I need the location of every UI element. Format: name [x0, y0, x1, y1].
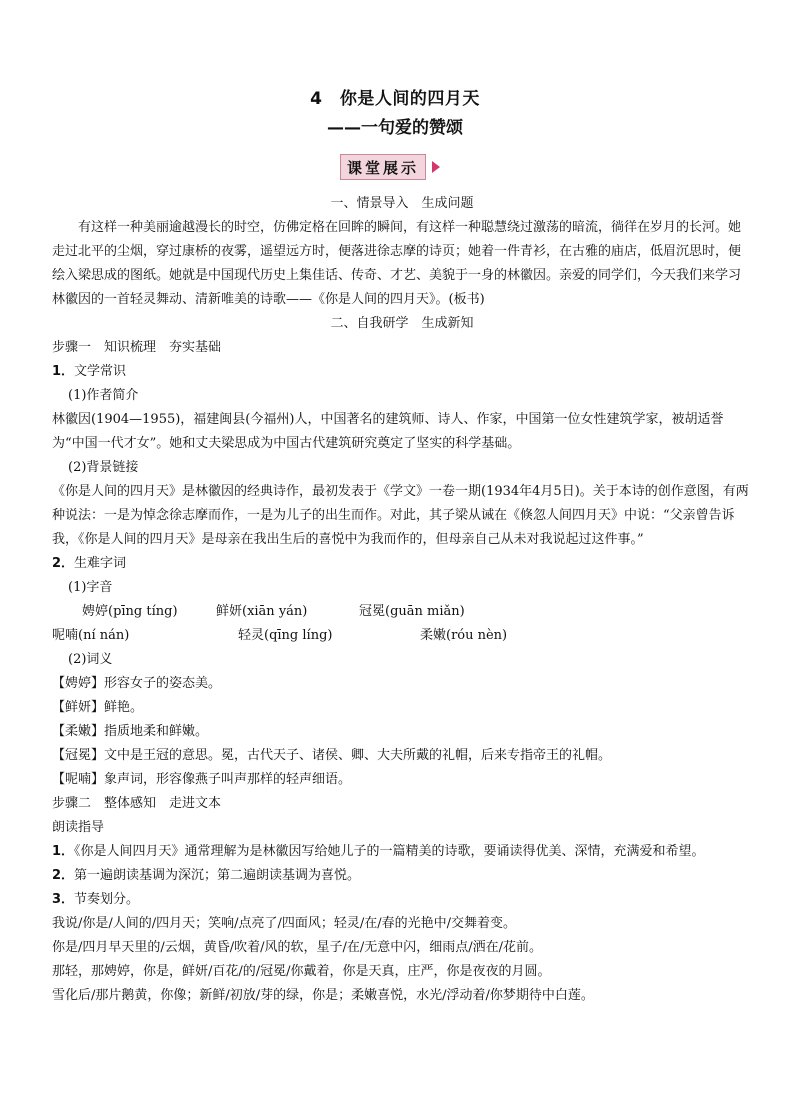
rhythm-line: 我说/你是/人间的/四月天；笑响/点亮了/四面风；轻灵/在/春的光艳中/交舞着变。 [52, 916, 517, 931]
section-heading-1: 一、情景导入 生成问题 [330, 196, 474, 211]
banner-label: 课堂展示 [340, 154, 426, 180]
guide-item [52, 864, 752, 888]
words-title: 生难字词 [74, 556, 127, 571]
background-paragraph: 《你是人间的四月天》是林徽因的经典诗作，最初发表于《学文》一卷一期(1934年4月5日)。关于本诗的创作意图，有两种说法：一是为悼念徐志摩而作，一是为儿子的出生而作。对此，其子梁从诫在《倏忽人间四月天》中说：“父亲曾告诉我，《你是人间的四月天》是母亲在我出生后的喜悦中为我而作的，但母亲自己从未对我说起过这件事。” [52, 484, 749, 547]
item-number: 2． [52, 868, 75, 883]
pron-item: 娉婷(pīng tíng) [82, 604, 178, 619]
item-number: 1． [52, 364, 75, 379]
pronunciation-row [52, 600, 752, 624]
rhythm-line: 雪化后/那片鹅黄，你像；新鲜/初放/芽的绿，你是；柔嫩喜悦，水光/浮动着/你梦期待中白莲。 [52, 988, 594, 1003]
rhythm-line: 你是/四月早天里的/云烟，黄昏/吹着/风的软，星子/在/无意中闪，细雨点/洒在/花前。 [52, 940, 543, 955]
lesson-content [52, 192, 752, 1008]
intro-paragraph: 有这样一种美丽逾越漫长的时空，仿佛定格在回眸的瞬间，有这样一种聪慧绕过激荡的暗流，徜徉在岁月的长河。她走过北平的尘烟，穿过康桥的夜雾，遥望远方时，便落进徐志摩的诗页；她着一件青衫，在古雅的庙店，低眉沉思时，便绘入梁思成的图纸。她就是中国现代历史上集佳话、传奇、才艺、美貌于一身的林徽因。亲爱的同学们，今天我们来学习林徽因的一首轻灵舞动、清新唯美的诗歌——《你是人间的四月天》。(板书) [52, 220, 742, 307]
author-heading: (1)作者简介 [68, 388, 139, 403]
section-heading-2: 二、自我研学 生成新知 [330, 316, 474, 331]
step-one-heading: 步骤一 知识梳理 夯实基础 [52, 340, 222, 355]
words-heading [52, 552, 752, 576]
item-number: 1． [52, 844, 75, 859]
guide-item [52, 888, 752, 912]
reading-guide-heading: 朗读指导 [52, 820, 105, 835]
literature-heading [52, 360, 752, 384]
guide-text: 《你是人间四月天》通常理解为是林徽因写给她儿子的一篇精美的诗歌，要诵读得优美、深情，充满爱和希望。 [74, 844, 705, 859]
meaning-item: 【呢喃】象声词，形容像燕子叫声那样的轻声细语。 [52, 772, 352, 787]
meaning-item: 【鲜妍】鲜艳。 [52, 700, 144, 715]
pron-item: 柔嫩(róu nèn) [420, 628, 508, 643]
pron-item: 冠冕(guān miǎn) [359, 604, 465, 619]
play-arrow-icon [432, 161, 440, 173]
lesson-subtitle: ——一句爱的赞颂 [327, 118, 463, 138]
meaning-item: 【冠冕】文中是王冠的意思。冕，古代天子、诸侯、卿、大夫所戴的礼帽，后来专指帝王的礼帽。 [52, 748, 612, 763]
guide-text: 第一遍朗读基调为深沉；第二遍朗读基调为喜悦。 [74, 868, 361, 883]
rhythm-line: 那轻，那娉婷，你是，鲜妍/百花/的/冠冕/你戴着，你是天真，庄严，你是夜夜的月圆。 [52, 964, 551, 979]
guide-text: 节奏划分。 [74, 892, 140, 907]
lesson-title: 4 你是人间的四月天 [310, 89, 480, 109]
pron-item: 鲜妍(xiān yán) [216, 604, 308, 619]
meaning-item: 【柔嫩】指质地柔和鲜嫩。 [52, 724, 209, 739]
guide-item [52, 840, 752, 864]
pron-item: 呢喃(ní nán) [52, 628, 130, 643]
pron-item: 轻灵(qīng líng) [238, 628, 333, 643]
meaning-heading: (2)词义 [68, 652, 113, 667]
item-number: 3． [52, 892, 75, 907]
author-paragraph: 林徽因(1904—1955)，福建闽县(今福州)人，中国著名的建筑师、诗人、作家，中国第一位女性建筑学家，被胡适誉为“中国一代才女”。她和丈夫梁思成为中国古代建筑研究奠定了坚实的科学基础。 [52, 412, 724, 451]
meaning-item: 【娉婷】形容女子的姿态美。 [52, 676, 222, 691]
literature-title: 文学常识 [74, 364, 127, 379]
pronunciation-heading: (1)字音 [68, 580, 113, 595]
step-two-heading: 步骤二 整体感知 走进文本 [52, 796, 222, 811]
section-banner [340, 154, 464, 180]
background-heading: (2)背景链接 [68, 460, 139, 475]
item-number: 2． [52, 556, 75, 571]
pronunciation-row [52, 624, 752, 648]
